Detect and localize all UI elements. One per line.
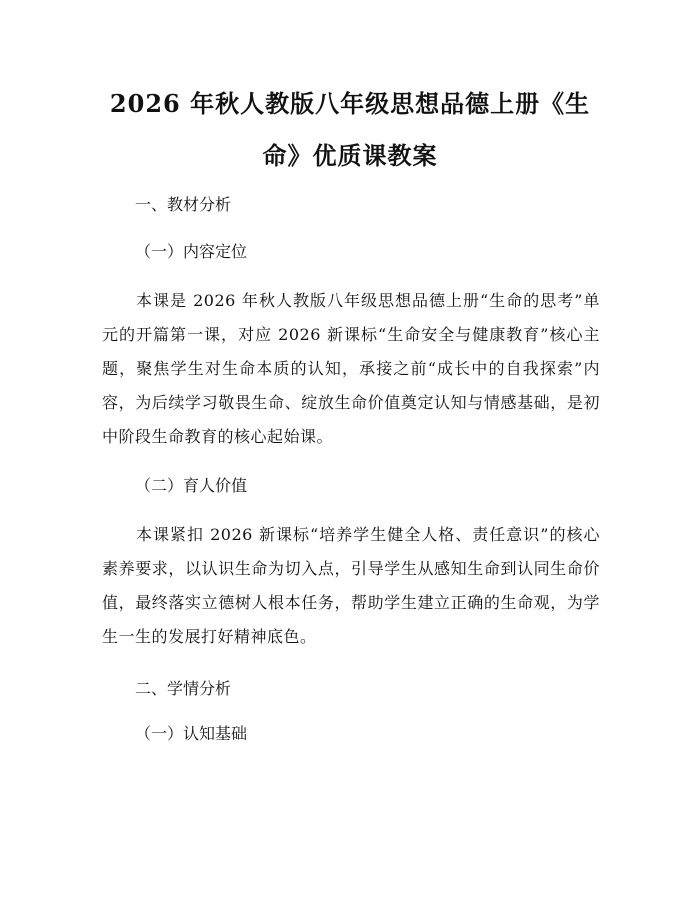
section-heading-learner-analysis: 二、学情分析: [135, 679, 232, 698]
subsection-heading-content-positioning: （一）内容定位: [135, 242, 248, 261]
paragraph-educational-value: 本课紧扣 2026 新课标“培养学生健全人格、责任意识”的核心素养要求，以认识生命为切入点，引导学生从感知生命到认同生命价值，最终落实立德树人根本任务，帮助学生建立正确的生命观，为学生一生的发展打好精神底色。: [102, 525, 600, 646]
section-heading-teaching-material-analysis: 一、教材分析: [135, 195, 232, 214]
subsection-heading-educational-value: （二）育人价值: [135, 476, 248, 495]
paragraph-content-positioning: 本课是 2026 年秋人教版八年级思想品德上册“生命的思考”单元的开篇第一课，对应 2026 新课标“生命安全与健康教育”核心主题，聚焦学生对生命本质的认知，承接之前“成长中的自我探索”内容，为后续学习敬畏生命、绽放生命价值奠定认知与情感基础，是初中阶段生命教育的核心起始课。: [102, 291, 600, 446]
document-title: 2026 年秋人教版八年级思想品德上册《生命》优质课教案: [109, 89, 591, 170]
subsection-heading-cognitive-foundation: （一）认知基础: [135, 724, 248, 743]
